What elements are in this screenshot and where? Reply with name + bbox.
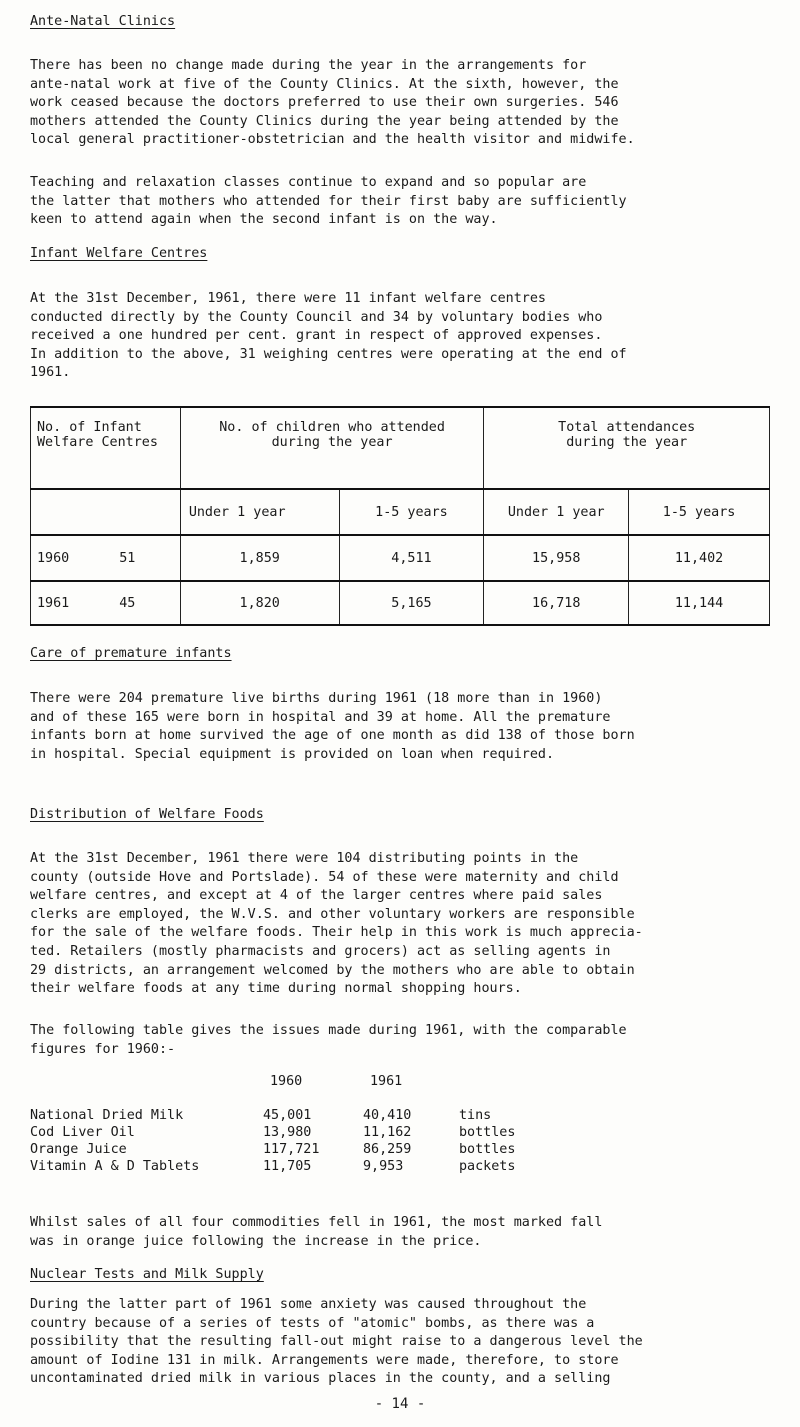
text-line: During the latter part of 1961 some anxiety was caused throughout the bbox=[30, 1297, 587, 1312]
issues-row bbox=[30, 1159, 770, 1176]
text-line: amount of Iodine 131 in milk. Arrangements were made, therefore, to store bbox=[30, 1352, 619, 1368]
table-row bbox=[31, 581, 770, 625]
heading-premature: Care of premature infants bbox=[30, 646, 232, 661]
year-cell bbox=[31, 535, 181, 581]
issues-row bbox=[30, 1125, 770, 1142]
issues-year-1960: 1960 bbox=[270, 1074, 303, 1089]
text-line: ante-natal work at five of the County Clinics. At the sixth, however, the bbox=[30, 76, 619, 92]
item-name: Vitamin A & D Tablets bbox=[30, 1159, 200, 1174]
heading-welfare-foods: Distribution of Welfare Foods bbox=[30, 807, 264, 822]
text-line: uncontaminated dried milk in various places in the county, and a selling bbox=[30, 1371, 611, 1387]
value-cell: 15,958 bbox=[484, 535, 629, 581]
text-line: the latter that mothers who attended for their first baby are sufficiently bbox=[30, 193, 627, 209]
value-1960: 13,980 bbox=[263, 1125, 312, 1140]
text-line: ted. Retailers (mostly pharmacists and grocers) act as selling agents in bbox=[30, 943, 611, 959]
table-row bbox=[31, 535, 770, 581]
year-cell bbox=[31, 581, 181, 625]
unit: tins bbox=[459, 1108, 492, 1123]
heading-infant-welfare: Infant Welfare Centres bbox=[30, 246, 208, 261]
value-1960: 11,705 bbox=[263, 1159, 312, 1174]
unit: bottles bbox=[459, 1125, 516, 1140]
year: 1961 bbox=[37, 595, 70, 611]
year: 1960 bbox=[37, 550, 70, 566]
para-ante-natal-1 bbox=[30, 57, 770, 150]
text-line: county (outside Hove and Portslade). 54 of these were maternity and child bbox=[30, 869, 619, 885]
text-line: There has been no change made during the year in the arrangements for bbox=[30, 58, 587, 73]
text-line: their welfare foods at any time during normal shopping hours. bbox=[30, 981, 522, 997]
item-name: Cod Liver Oil bbox=[30, 1125, 135, 1140]
value-cell: 16,718 bbox=[484, 581, 629, 625]
text-line: welfare centres, and except at 4 of the larger centres where paid sales bbox=[30, 888, 603, 904]
attendance-table bbox=[30, 406, 770, 626]
value-cell: 11,144 bbox=[629, 581, 770, 625]
text-line: country because of a series of tests of "atomic" bombs, as there was a bbox=[30, 1315, 595, 1331]
text-line: possibility that the resulting fall-out might raise to a dangerous level the bbox=[30, 1334, 643, 1350]
empty-cell bbox=[31, 489, 181, 535]
text-line: local general practitioner-obstetrician and the health visitor and midwife. bbox=[30, 132, 635, 148]
header-text: during the year bbox=[566, 435, 688, 450]
unit: packets bbox=[459, 1159, 516, 1174]
text-line: Teaching and relaxation classes continue to expand and so popular are bbox=[30, 175, 587, 190]
value-1961: 86,259 bbox=[363, 1142, 412, 1157]
page-number: - 14 - bbox=[374, 1396, 426, 1412]
header-text: Total attendances bbox=[558, 420, 696, 435]
header-text: No. of children who attended bbox=[219, 420, 445, 435]
para-welfare-foods-2 bbox=[30, 1022, 770, 1059]
text-line: Whilst sales of all four commodities fell in 1961, the most marked fall bbox=[30, 1215, 603, 1230]
heading-nuclear: Nuclear Tests and Milk Supply bbox=[30, 1267, 264, 1282]
table-header-row bbox=[31, 407, 770, 489]
para-premature bbox=[30, 690, 770, 764]
value-cell: 1,859 bbox=[180, 535, 339, 581]
text-line: keen to attend again when the second infant is on the way. bbox=[30, 212, 498, 228]
text-line: In addition to the above, 31 weighing centres were operating at the end of bbox=[30, 346, 627, 362]
issues-row bbox=[30, 1142, 770, 1159]
text-line: 29 districts, an arrangement welcomed by the mothers who are able to obtain bbox=[30, 962, 635, 978]
issues-header-row bbox=[30, 1074, 770, 1108]
unit: bottles bbox=[459, 1142, 516, 1157]
text-line: mothers attended the County Clinics during the year being attended by the bbox=[30, 113, 619, 129]
value-cell: 5,165 bbox=[339, 581, 484, 625]
header-centres bbox=[31, 407, 181, 489]
subheader-cell: 1-5 years bbox=[629, 489, 770, 535]
value-cell: 1,820 bbox=[180, 581, 339, 625]
value-1961: 40,410 bbox=[363, 1108, 412, 1123]
text-line: received a one hundred per cent. grant in respect of approved expenses. bbox=[30, 328, 603, 344]
value-1960: 117,721 bbox=[263, 1142, 320, 1157]
subheader-cell: Under 1 year bbox=[180, 489, 339, 535]
issues-year-1961: 1961 bbox=[370, 1074, 403, 1089]
value-cell: 4,511 bbox=[339, 535, 484, 581]
issues-row bbox=[30, 1108, 770, 1125]
text-line: for the sale of the welfare foods. Their help in this work is much apprecia- bbox=[30, 925, 643, 941]
para-ante-natal-2 bbox=[30, 174, 770, 230]
text-line: in hospital. Special equipment is provided on loan when required. bbox=[30, 746, 555, 762]
para-infant-welfare bbox=[30, 290, 770, 383]
issues-table bbox=[30, 1074, 770, 1176]
header-children bbox=[180, 407, 484, 489]
centres-count: 51 bbox=[119, 550, 136, 566]
text-line: The following table gives the issues made during 1961, with the comparable bbox=[30, 1023, 627, 1038]
text-line: and of these 165 were born in hospital and 39 at home. All the premature bbox=[30, 709, 611, 725]
text-line: 1961. bbox=[30, 365, 71, 381]
text-line: clerks are employed, the W.V.S. and other voluntary workers are responsible bbox=[30, 906, 635, 922]
item-name: National Dried Milk bbox=[30, 1108, 184, 1123]
text-line: figures for 1960:- bbox=[30, 1041, 176, 1057]
text-line: work ceased because the doctors preferred to use their own surgeries. 546 bbox=[30, 95, 619, 111]
text-line: infants born at home survived the age of one month as did 138 of those born bbox=[30, 728, 635, 744]
subheader-cell: Under 1 year bbox=[484, 489, 629, 535]
header-text: Welfare Centres bbox=[37, 435, 158, 450]
text-line: was in orange juice following the increase in the price. bbox=[30, 1233, 482, 1249]
table-subheader-row bbox=[31, 489, 770, 535]
value-1961: 9,953 bbox=[363, 1159, 404, 1174]
centres-count: 45 bbox=[119, 595, 136, 611]
text-line: At the 31st December, 1961, there were 11 infant welfare centres bbox=[30, 291, 546, 306]
para-welfare-foods-1 bbox=[30, 850, 770, 999]
heading-ante-natal: Ante-Natal Clinics bbox=[30, 14, 176, 29]
header-text: during the year bbox=[271, 435, 393, 450]
para-welfare-foods-3 bbox=[30, 1214, 770, 1251]
text-line: conducted directly by the County Council and 34 by voluntary bodies who bbox=[30, 309, 603, 325]
subheader-cell: 1-5 years bbox=[339, 489, 484, 535]
para-nuclear bbox=[30, 1296, 770, 1389]
header-text: No. of Infant bbox=[37, 420, 142, 435]
value-1961: 11,162 bbox=[363, 1125, 412, 1140]
value-1960: 45,001 bbox=[263, 1108, 312, 1123]
header-attendances bbox=[484, 407, 770, 489]
value-cell: 11,402 bbox=[629, 535, 770, 581]
text-line: At the 31st December, 1961 there were 104 distributing points in the bbox=[30, 851, 579, 866]
item-name: Orange Juice bbox=[30, 1142, 127, 1157]
text-line: There were 204 premature live births during 1961 (18 more than in 1960) bbox=[30, 691, 603, 706]
